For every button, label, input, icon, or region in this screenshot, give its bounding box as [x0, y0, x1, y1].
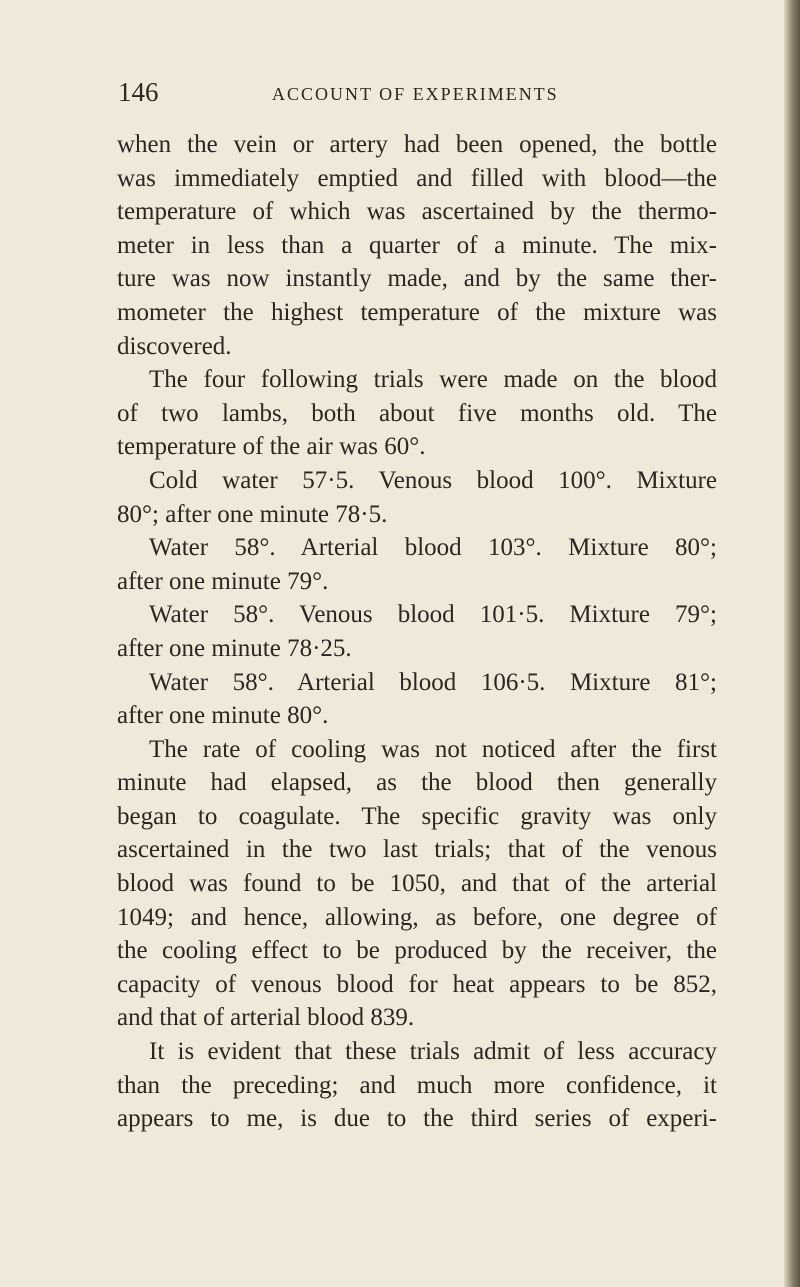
- text-line: blood was found to be 1050, and that of the arterial: [117, 870, 717, 898]
- text-line: the cooling effect to be produced by the receiver, the: [117, 937, 717, 965]
- text-line: meter in less than a quarter of a minute. The mix-: [117, 231, 717, 259]
- text-line: than the preceding; and much more confidence, it: [117, 1071, 717, 1099]
- text-line: discovered.: [117, 332, 232, 360]
- text-line: mometer the highest temperature of the mixture was: [117, 298, 717, 326]
- text-line: after one minute 79°.: [117, 567, 329, 595]
- text-line: temperature of the air was 60°.: [117, 433, 426, 461]
- text-line: It is evident that these trials admit of less accuracy: [149, 1038, 717, 1066]
- text-line: after one minute 78·25.: [117, 634, 352, 662]
- text-line: capacity of venous blood for heat appears to be 852,: [117, 970, 717, 998]
- running-head: ACCOUNT OF EXPERIMENTS: [272, 84, 559, 104]
- text-line: minute had elapsed, as the blood then generally: [117, 769, 717, 797]
- text-line: Water 58°. Venous blood 101·5. Mixture 79°;: [149, 601, 717, 629]
- text-line: temperature of which was ascertained by the thermo-: [117, 198, 717, 226]
- text-line: The rate of cooling was not noticed after the first: [149, 735, 717, 763]
- page-edge-shadow: [784, 0, 800, 1287]
- page-number: 146: [118, 77, 159, 107]
- text-line: when the vein or artery had been opened, the bottle: [117, 131, 717, 158]
- body-text: [117, 128, 717, 1136]
- text-line: 1049; and hence, allowing, as before, one degree of: [117, 903, 717, 931]
- text-line: 80°; after one minute 78·5.: [117, 500, 388, 528]
- text-line: Water 58°. Arterial blood 103°. Mixture 80°;: [149, 534, 717, 562]
- text-line: began to coagulate. The specific gravity was only: [117, 802, 717, 830]
- text-line: Water 58°. Arterial blood 106·5. Mixture 81°;: [149, 668, 717, 696]
- text-line: after one minute 80°.: [117, 702, 329, 730]
- text-line: ture was now instantly made, and by the same ther-: [117, 265, 717, 293]
- text-line: The four following trials were made on the blood: [149, 366, 717, 394]
- page-header: [118, 76, 718, 108]
- text-line: of two lambs, both about five months old. The: [117, 399, 717, 427]
- text-line: Cold water 57·5. Venous blood 100°. Mixture: [149, 466, 717, 494]
- text-line: ascertained in the two last trials; that of the venous: [117, 836, 717, 864]
- text-line: appears to me, is due to the third series of experi-: [117, 1105, 717, 1133]
- text-line: was immediately emptied and filled with blood—the: [117, 164, 717, 192]
- text-line: and that of arterial blood 839.: [117, 1004, 415, 1032]
